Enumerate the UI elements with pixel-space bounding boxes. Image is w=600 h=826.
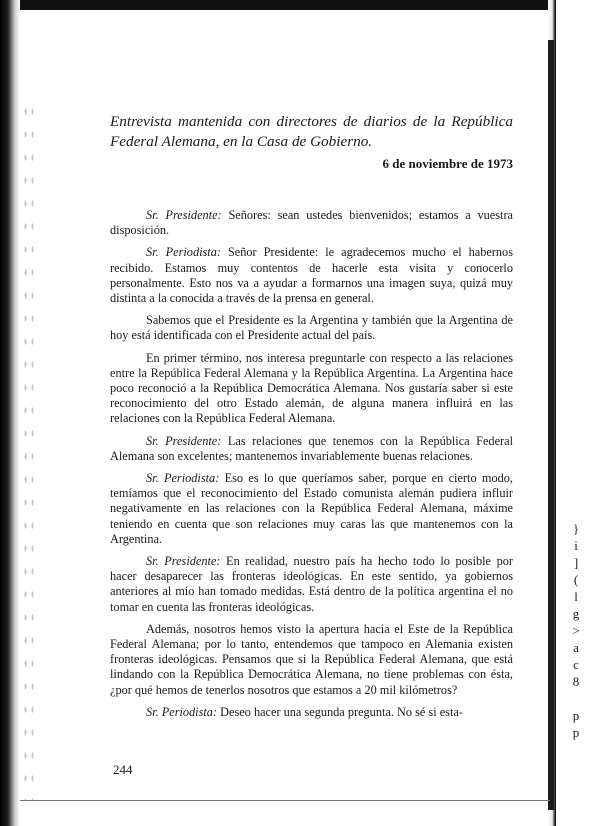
margin-letter: ( xyxy=(573,572,579,587)
paragraph-text: Señor Presidente: le agradecemos mucho el habernos recibido. Estamos muy contentos de hacerle esta visita y conocerlo personalmente. Esto nos va a ayudar a formarnos una imagen suya, quizá muy distinta a la conocida a través de la prensa en general. xyxy=(110,245,513,306)
margin-letter: p xyxy=(572,725,580,740)
paragraph xyxy=(110,434,513,464)
scan-noise-left xyxy=(22,100,36,800)
margin-letter: } xyxy=(572,521,580,536)
margin-letter: a xyxy=(573,640,579,655)
paragraph-text: En primer término, nos interesa preguntarle con respecto a las relaciones entre la República Federal Alemana y la República Argentina. La Argentina hace poco reconoció a la República Democrática Alemana. Nos gustaría saber si este reconocimiento del otro Estado alemán, de alguna manera influirá en las relaciones con la República Federal Alemana. xyxy=(110,350,513,426)
paragraph xyxy=(110,313,513,343)
speaker-label: Sr. Presidente: xyxy=(146,433,222,448)
paragraph xyxy=(110,245,513,306)
margin-letter: 8 xyxy=(572,674,580,689)
margin-letter xyxy=(556,690,596,707)
margin-letter: l xyxy=(574,589,578,604)
scan-border-left xyxy=(0,0,20,826)
paragraph xyxy=(110,351,513,427)
paragraph-text: Además, nosotros hemos visto la apertura hacia el Este de la República Federal Alemana; por lo tanto, entendemos que tampoco en Alemania existen fronteras ideológicas. Pensamos que si la República Federal Alemana, que está lindando con la República Democrática Alemana, no tiene problemas con ésta, ¿por qué hemos de tenerlos nosotros que estamos a 20 mil kilómetros? xyxy=(110,621,513,697)
paragraph xyxy=(110,208,513,238)
margin-letter: ] xyxy=(573,555,579,570)
paragraph-text: Señores: sean ustedes bienvenidos; estamos a vuestra disposición. xyxy=(110,208,514,238)
margin-letter: c xyxy=(573,657,579,672)
paragraph-text: Eso es lo que queríamos saber, porque en cierto modo, temíamos que el reconocimiento del Estado comunista alemán pudiera influir negativamente en las relaciones con la República Federal Alemana, máxime teniendo en cuenta que son relaciones muy caras las que mantenemos con la Argentina. xyxy=(110,471,513,546)
paragraph xyxy=(110,554,513,615)
paragraph-text: Sabemos que el Presidente es la Argentina y también que la Argentina de hoy está identificada con el Presidente actual del país. xyxy=(110,313,513,343)
scan-bottom-line xyxy=(20,800,550,801)
margin-letter: g xyxy=(572,606,580,621)
paragraph xyxy=(110,471,513,547)
speaker-label: Sr. Presidente: xyxy=(146,208,222,222)
facing-page-margin-letters xyxy=(556,520,596,741)
margin-letter: p xyxy=(572,708,580,723)
document-date: 6 de noviembre de 1973 xyxy=(382,156,513,171)
speaker-label: Sr. Presidente: xyxy=(146,554,221,569)
speaker-label: Sr. Periodista: xyxy=(146,471,220,486)
document-title: Entrevista mantenida con directores de diarios de la República Federal Alemana, en la Casa de Gobierno. xyxy=(110,113,513,150)
page-gutter-shadow xyxy=(548,40,554,810)
speaker-label: Sr. Periodista: xyxy=(146,245,221,260)
scan-border-top xyxy=(0,0,600,10)
paragraph-text: Deseo hacer una segunda pregunta. No sé si esta- xyxy=(217,704,463,719)
page-number: 244 xyxy=(113,762,133,777)
margin-letter: > xyxy=(572,623,580,638)
paragraph-text: En realidad, nuestro país ha hecho todo lo posible por hacer desaparecer las fronteras ideológicas. En este sentido, ya gobiernos anteriores al mío han tomado medidas. Está dentro de la política argentina el no tomar en cuenta las fronteras ideológicas. xyxy=(110,554,513,614)
paragraph xyxy=(110,622,513,698)
paragraph xyxy=(110,705,513,720)
speaker-label: Sr. Periodista: xyxy=(146,704,218,719)
margin-letter: i xyxy=(574,538,578,553)
paragraph-text: Las relaciones que tenemos con la República Federal Alemana son excelentes; mantenemos invariablemente buenas relaciones. xyxy=(110,433,514,463)
document-header xyxy=(110,112,513,172)
document-body xyxy=(110,208,513,727)
